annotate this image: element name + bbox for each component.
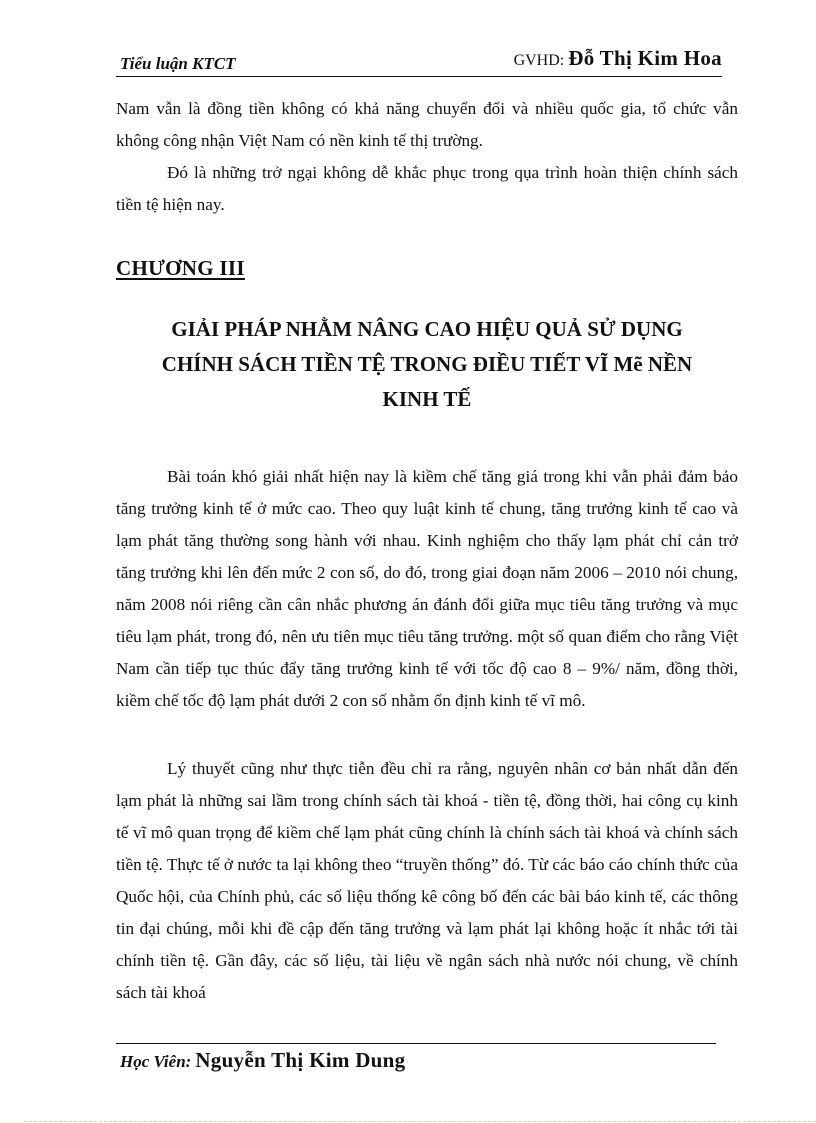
page-edge-divider — [24, 1121, 816, 1122]
header-course-title: Tiểu luận KTCT — [120, 54, 236, 73]
chapter-heading: CHƯƠNG III — [116, 256, 245, 280]
body-paragraph-1 — [116, 93, 738, 157]
page-footer — [120, 1048, 405, 1073]
footer-rule — [116, 1043, 716, 1044]
paragraph-text: Nam vẫn là đồng tiền không có khả năng chuyển đổi và nhiều quốc gia, tổ chức vẫn không công nhận Việt Nam có nền kinh tế thị trường. — [116, 99, 738, 150]
body-paragraph-2 — [116, 157, 738, 221]
header-supervisor — [514, 46, 722, 71]
chapter-title-line: CHÍNH SÁCH TIỀN TỆ TRONG ĐIỀU TIẾT VĨ Mẽ NỀN — [161, 352, 693, 376]
paragraph-text: Bài toán khó giải nhất hiện nay là kiềm chế tăng giá trong khi vẫn phải đảm bảo tăng trưởng kinh tế ở mức cao. Theo quy luật kinh tế chung, tăng trưởng kinh tế cao và lạm phát tăng thường song hành với nhau. Kinh nghiệm cho thấy lạm phát chỉ cản trở tăng trưởng khi lên đến mức 2 con số, do đó, trong giai đoạn năm 2006 – 2010 nói chung, năm 2008 nói riêng cần cân nhắc phương án đánh đổi giữa mục tiêu tăng trưởng và mục tiêu lạm phát, trong đó, nên ưu tiên mục tiêu tăng trưởng. một số quan điểm cho rằng Việt Nam cần tiếp tục thúc đẩy tăng trưởng kinh tế với tốc độ cao 8 – 9%/ năm, đồng thời, kiềm chế tốc độ lạm phát dưới 2 con số nhằm ổn định kinh tế vĩ mô. — [116, 467, 738, 710]
footer-student-name: Nguyễn Thị Kim Dung — [195, 1048, 406, 1072]
header-supervisor-name: Đỗ Thị Kim Hoa — [568, 46, 722, 70]
page-header — [116, 44, 722, 77]
header-supervisor-label: GVHD: — [513, 52, 565, 69]
paragraph-text: Đó là những trở ngại không dễ khắc phục trong qụa trình hoàn thiện chính sách tiền tệ hiện nay. — [116, 163, 738, 214]
chapter-title-line: GIẢI PHÁP NHẰM NÂNG CAO HIỆU QUẢ SỬ DỤNG — [171, 317, 683, 341]
body-paragraph-4 — [116, 753, 738, 1009]
body-paragraph-3 — [116, 461, 738, 717]
chapter-title — [116, 312, 738, 417]
paragraph-text: Lý thuyết cũng như thực tiễn đều chỉ ra rằng, nguyên nhân cơ bản nhất dẫn đến lạm phát là những sai lầm trong chính sách tài khoá - tiền tệ, đồng thời, hai công cụ kinh tế vĩ mô quan trọng để kiềm chế lạm phát cũng chính là chính sách tài khoá và chính sách tiền tệ. Thực tế ở nước ta lại không theo “truyền thống” đó. Từ các báo cáo chính thức của Quốc hội, của Chính phủ, các số liệu thống kê công bố đến các bài báo kinh tế, các thông tin đại chúng, mỗi khi đề cập đến tăng trưởng và lạm phát lại không hoặc ít nhắc tới tài chính tiền tệ. Gần đây, các số liệu, tài liệu về ngân sách nhà nước nói chung, về chính sách tài khoá — [116, 759, 738, 1002]
chapter-title-line: KINH TẾ — [382, 387, 472, 411]
footer-student-label: Học Viên: — [120, 1052, 192, 1071]
